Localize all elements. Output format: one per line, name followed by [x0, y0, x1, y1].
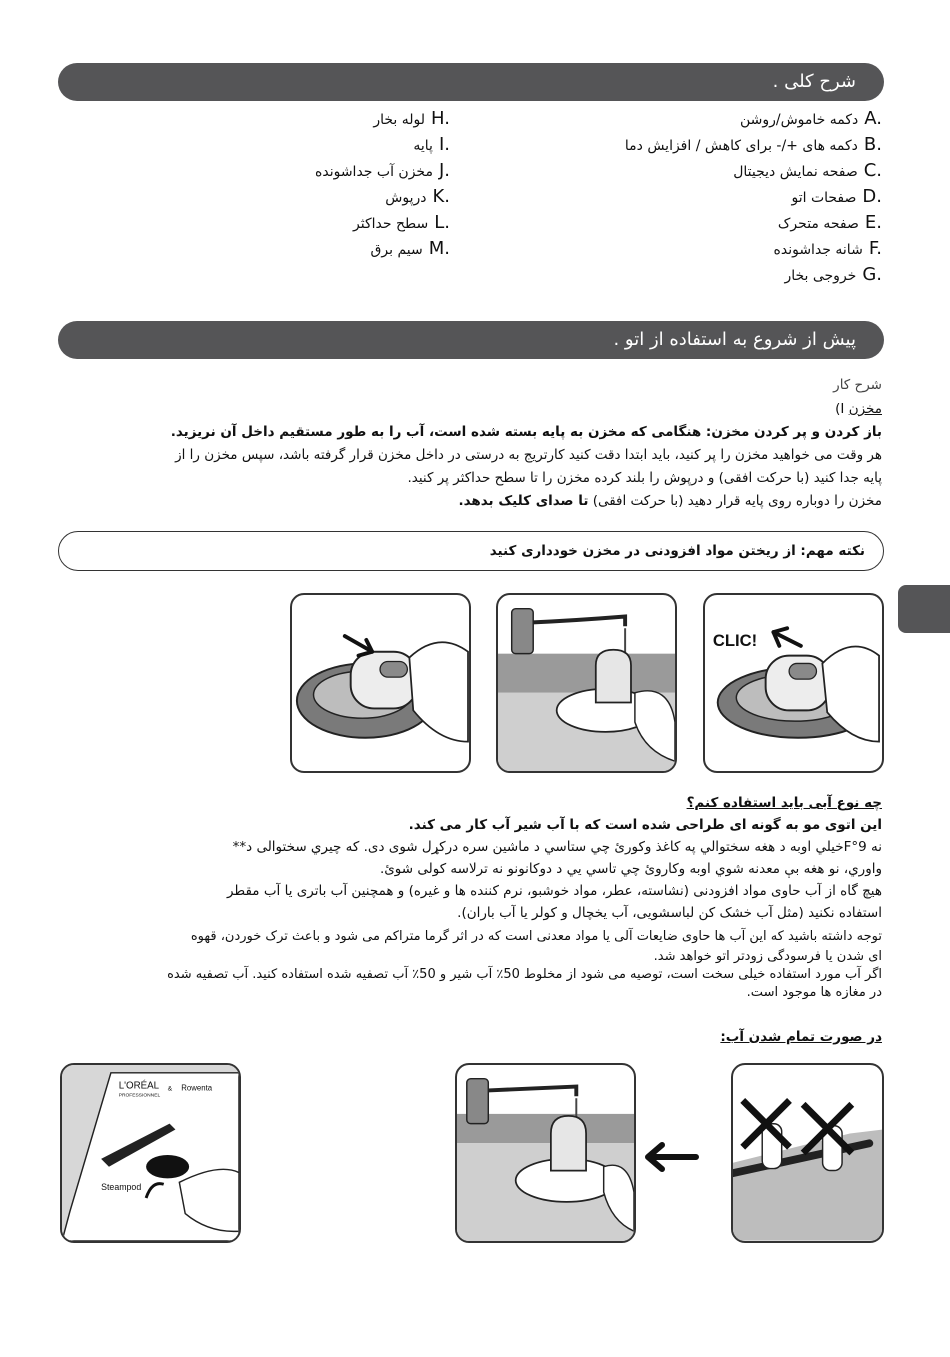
page-tab — [898, 585, 950, 633]
figure-fill-tank — [496, 593, 677, 773]
figure-no-water-drawing — [733, 1065, 882, 1241]
figure-manual — [60, 1063, 241, 1243]
legend-left — [250, 108, 450, 278]
legend-letter: C. — [863, 160, 882, 181]
legend-letter: M. — [428, 238, 450, 259]
legend-item — [740, 108, 882, 129]
legend-text: صفحه نمایش دیجیتال — [733, 164, 858, 180]
note-text: نکته مهم: از ریختن مواد افزودنی در مخزن خودداری کنید — [489, 543, 865, 559]
legend-text: دکمه های +/- برای کاهش / افزایش دما — [624, 138, 858, 154]
legend-letter: E. — [864, 212, 882, 233]
desc-item-label: مخزن — [848, 401, 882, 417]
brand-loreal-sub: PROFESSIONNEL — [118, 1093, 161, 1099]
desc-line — [458, 493, 882, 509]
water-line: این اتوی مو به گونه ای طراحی شده است که با آب شیر آب کار می کند. — [408, 817, 882, 833]
important-note — [58, 531, 884, 571]
desc-item-num: I) — [835, 401, 845, 417]
water-line: توجه داشته باشید که این آب ها حاوی ضایعات آلی یا مواد معدنی است که در اثر گرما متراکم می شود و باعث ترک خوردن، قهوه — [190, 929, 882, 944]
water-line: ای شدن یا فرسودگی زودتر اتو خواهد شد. — [653, 949, 882, 964]
legend-item — [733, 160, 882, 181]
legend-letter: B. — [863, 134, 882, 155]
legend-item — [371, 238, 450, 259]
legend-item — [413, 134, 450, 155]
figure-insert-drawing — [292, 595, 469, 771]
product-name: Steampod — [101, 1182, 142, 1193]
legend-item — [315, 160, 450, 181]
legend-letter: I. — [438, 134, 450, 155]
brand-rowenta: Rowenta — [181, 1083, 213, 1093]
figure-refill — [455, 1063, 636, 1243]
water-line: واوري، نو هغه بې معدنه شوي اوبه وکاروئ چي تاسي یي د دوکانونو نه ترلاسه کولی شوئ. — [379, 861, 882, 877]
legend-letter: K. — [432, 186, 450, 207]
brand-amp: & — [167, 1085, 173, 1093]
clic-label: CLIC! — [712, 630, 758, 650]
desc-line-part: تا صدای کلیک بدهد. — [458, 493, 589, 509]
water-line: اگر آب مورد استفاده خیلی سخت است، توصیه می شود از مخلوط 50٪ آب شیر و 50٪ آب تصفیه شده استفاده کنید. آب تصفیه شده — [167, 967, 882, 982]
legend-text: لوله بخار — [373, 112, 426, 128]
legend-text: مخزن آب جداشونده — [315, 164, 433, 180]
legend-letter: F. — [868, 238, 882, 259]
legend-item — [774, 238, 882, 259]
figure-fill-drawing — [498, 595, 675, 771]
legend-text: درپوش — [385, 190, 427, 206]
figure-no-water — [731, 1063, 884, 1243]
figure-clic — [703, 593, 884, 773]
legend-text: شانه جداشونده — [773, 242, 863, 258]
legend-item — [778, 212, 882, 233]
water-line: نه 9°Fخیلي اوبه د هغه سختوالي په کاغذ وکورئ چي ستاسي د ماشین سره درکړل شوی دی. که چیري سختوالی د** — [232, 839, 882, 855]
legend-item — [784, 264, 882, 285]
legend-text: سیم برق — [370, 242, 423, 258]
figure-clic-drawing — [705, 595, 882, 771]
figure-refill-drawing — [457, 1065, 634, 1241]
legend-letter: H. — [431, 108, 450, 129]
desc-line: هر وقت می خواهید مخزن را پر کنید، باید ابتدا دقت کنید کارتریج به درستی در داخل مخزن قرار گرفته باشد، سپس مخزن را از — [175, 447, 882, 463]
brand-loreal: L'ORÉAL — [118, 1080, 160, 1092]
section-header-overview — [58, 63, 884, 101]
desc-line: باز کردن و پر کردن مخزن: هنگامی که مخزن به پایه بسته شده است، آب را به طور مستقیم داخل آن نریزید. — [170, 424, 882, 440]
legend-item — [625, 134, 882, 155]
desc-line: پایه جدا کنید (با حرکت افقی) و درپوش را بلند کرده مخزن را تا سطح حداکثر پر کنید. — [407, 470, 882, 486]
legend-letter: G. — [862, 264, 882, 285]
water-line: در مغازه ها موجود است. — [746, 985, 882, 1000]
legend-text: صفحات اتو — [791, 190, 857, 206]
legend-text: سطح حداکثر — [353, 216, 429, 232]
legend-item — [791, 186, 882, 207]
legend-letter: L. — [434, 212, 450, 233]
desc-line-part: مخزن را دوباره روی پایه قرار دهید (با حرکت افقی) — [588, 493, 882, 509]
legend-letter: D. — [862, 186, 882, 207]
section-header-before-use — [58, 321, 884, 359]
figure-manual-drawing — [62, 1065, 239, 1241]
desc-heading: شرح کار — [833, 377, 882, 393]
water-line: هیچ گاه از آب حاوی مواد افزودنی (نشاسته، عطر، مواد خوشبو، نرم کننده ها و غیره) و همچنین آب باتری یا آب مقطر — [226, 883, 882, 899]
legend-item — [353, 212, 450, 233]
legend-right — [482, 108, 882, 298]
legend-text: صفحه متحرک — [777, 216, 859, 232]
section-title: شرح کلی . — [772, 71, 856, 92]
legend-letter: J. — [438, 160, 450, 181]
legend-text: خروجی بخار — [784, 268, 857, 284]
section-title: پیش از شروع به استفاده از اتو . — [613, 329, 856, 350]
legend-text: پایه — [413, 138, 433, 154]
figure-insert-tank — [290, 593, 471, 773]
water-line: استفاده نکنید (مثل آب خشک کن لباسشویی، آب یخچال و کولر یا آب باران). — [457, 905, 882, 921]
empty-heading: در صورت تمام شدن آب: — [720, 1029, 882, 1045]
legend-item — [385, 186, 450, 207]
water-heading: چه نوع آبی باید استفاده کنم؟ — [686, 795, 882, 811]
legend-text: دکمه خاموش/روشن — [739, 112, 859, 128]
desc-item — [835, 401, 882, 417]
legend-letter: A. — [864, 108, 882, 129]
arrow-left-icon — [640, 1142, 700, 1172]
legend-item — [373, 108, 450, 129]
